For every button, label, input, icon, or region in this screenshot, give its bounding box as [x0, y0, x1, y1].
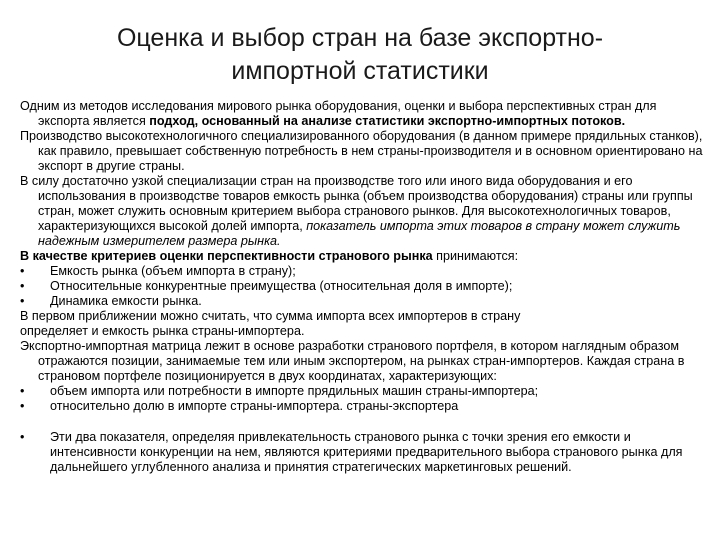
title-line-1: Оценка и выбор стран на базе экспортно- [116, 24, 604, 52]
list-item [20, 264, 704, 279]
list-item [20, 294, 704, 309]
slide-title [40, 22, 680, 88]
paragraph-method-text: Одним из методов исследования мирового рынка оборудования, оценки и выбора перспективных стран для экспорта является [20, 99, 657, 128]
bullet-text: объем импорта или потребности в импорте прядильных машин страны-импортера; [50, 384, 539, 398]
paragraph-criteria [20, 249, 704, 264]
list-item [20, 279, 704, 294]
paragraph-matrix: Экспортно-импортная матрица лежит в основе разработки странового портфеля, в котором наглядным образом отражаются позиции, занимаемые тем или иным экспортером, на рынках стран-импортеров. Каждая страна в страновом портфеле позиционируется в двух координатах, характеризующих: [20, 339, 685, 383]
bullet-icon: • [20, 279, 25, 293]
paragraph-specialization-italic: показатель импорта этих товаров в страну может служить надежным измерителем размера рынка. [38, 219, 681, 248]
list-item [20, 430, 704, 475]
list-item [20, 384, 704, 399]
bullet-text: Динамика емкости рынка. [50, 294, 202, 308]
paragraph-approximation-line-1: В первом приближении можно считать, что сумма импорта всех импортеров в страну [20, 309, 521, 323]
paragraph-criteria-text: принимаются: [432, 249, 519, 263]
title-line-2: импортной статистики [231, 57, 489, 85]
bullet-text: относительно долю в импорте страны-импортера. страны-экспортера [50, 399, 459, 413]
paragraph-method [20, 99, 704, 129]
list-item [20, 399, 704, 414]
bullet-icon: • [20, 294, 25, 308]
bullet-text: Относительные конкурентные преимущества (относительная доля в импорте); [50, 279, 513, 293]
slide-body [20, 99, 704, 475]
paragraph-approximation-line-2: определяет и емкость рынка страны-импортера. [20, 324, 305, 338]
bullet-icon: • [20, 430, 25, 444]
bullet-icon: • [20, 399, 25, 413]
bullet-icon: • [20, 264, 25, 278]
bullet-text: Емкость рынка (объем импорта в страну); [50, 264, 296, 278]
bullet-icon: • [20, 384, 25, 398]
paragraph-specialization-text: В силу достаточно узкой специализации стран на производстве того или иного вида оборудования и его использования в производстве товаров емкость рынка (объем производства оборудования) страны или группы стран, может служить основным критерием выбора странового рынков. Для высокотехнологичных товаров, характеризующихся высокой долей импорта, [20, 174, 693, 233]
bullet-text: Эти два показателя, определяя привлекательность странового рынка с точки зрения его емкости и интенсивности конкуренции на нем, являются критериями предварительного выбора странового рынка для дальнейшего углубленного анализа и принятия стратегических маркетинговых решений. [50, 430, 683, 474]
paragraph-specialization [20, 174, 704, 249]
paragraph-production: Производство высокотехнологичного специализированного оборудования (в данном примере прядильных станков), как правило, превышает собственную потребность в нем страны-производителя и в основном ориентировано на экспорт в другие страны. [20, 129, 703, 173]
paragraph-method-bold: подход, основанный на анализе статистики экспортно-импортных потоков. [149, 114, 626, 128]
paragraph-criteria-bold: В качестве критериев оценки перспективности странового рынка [20, 249, 433, 263]
